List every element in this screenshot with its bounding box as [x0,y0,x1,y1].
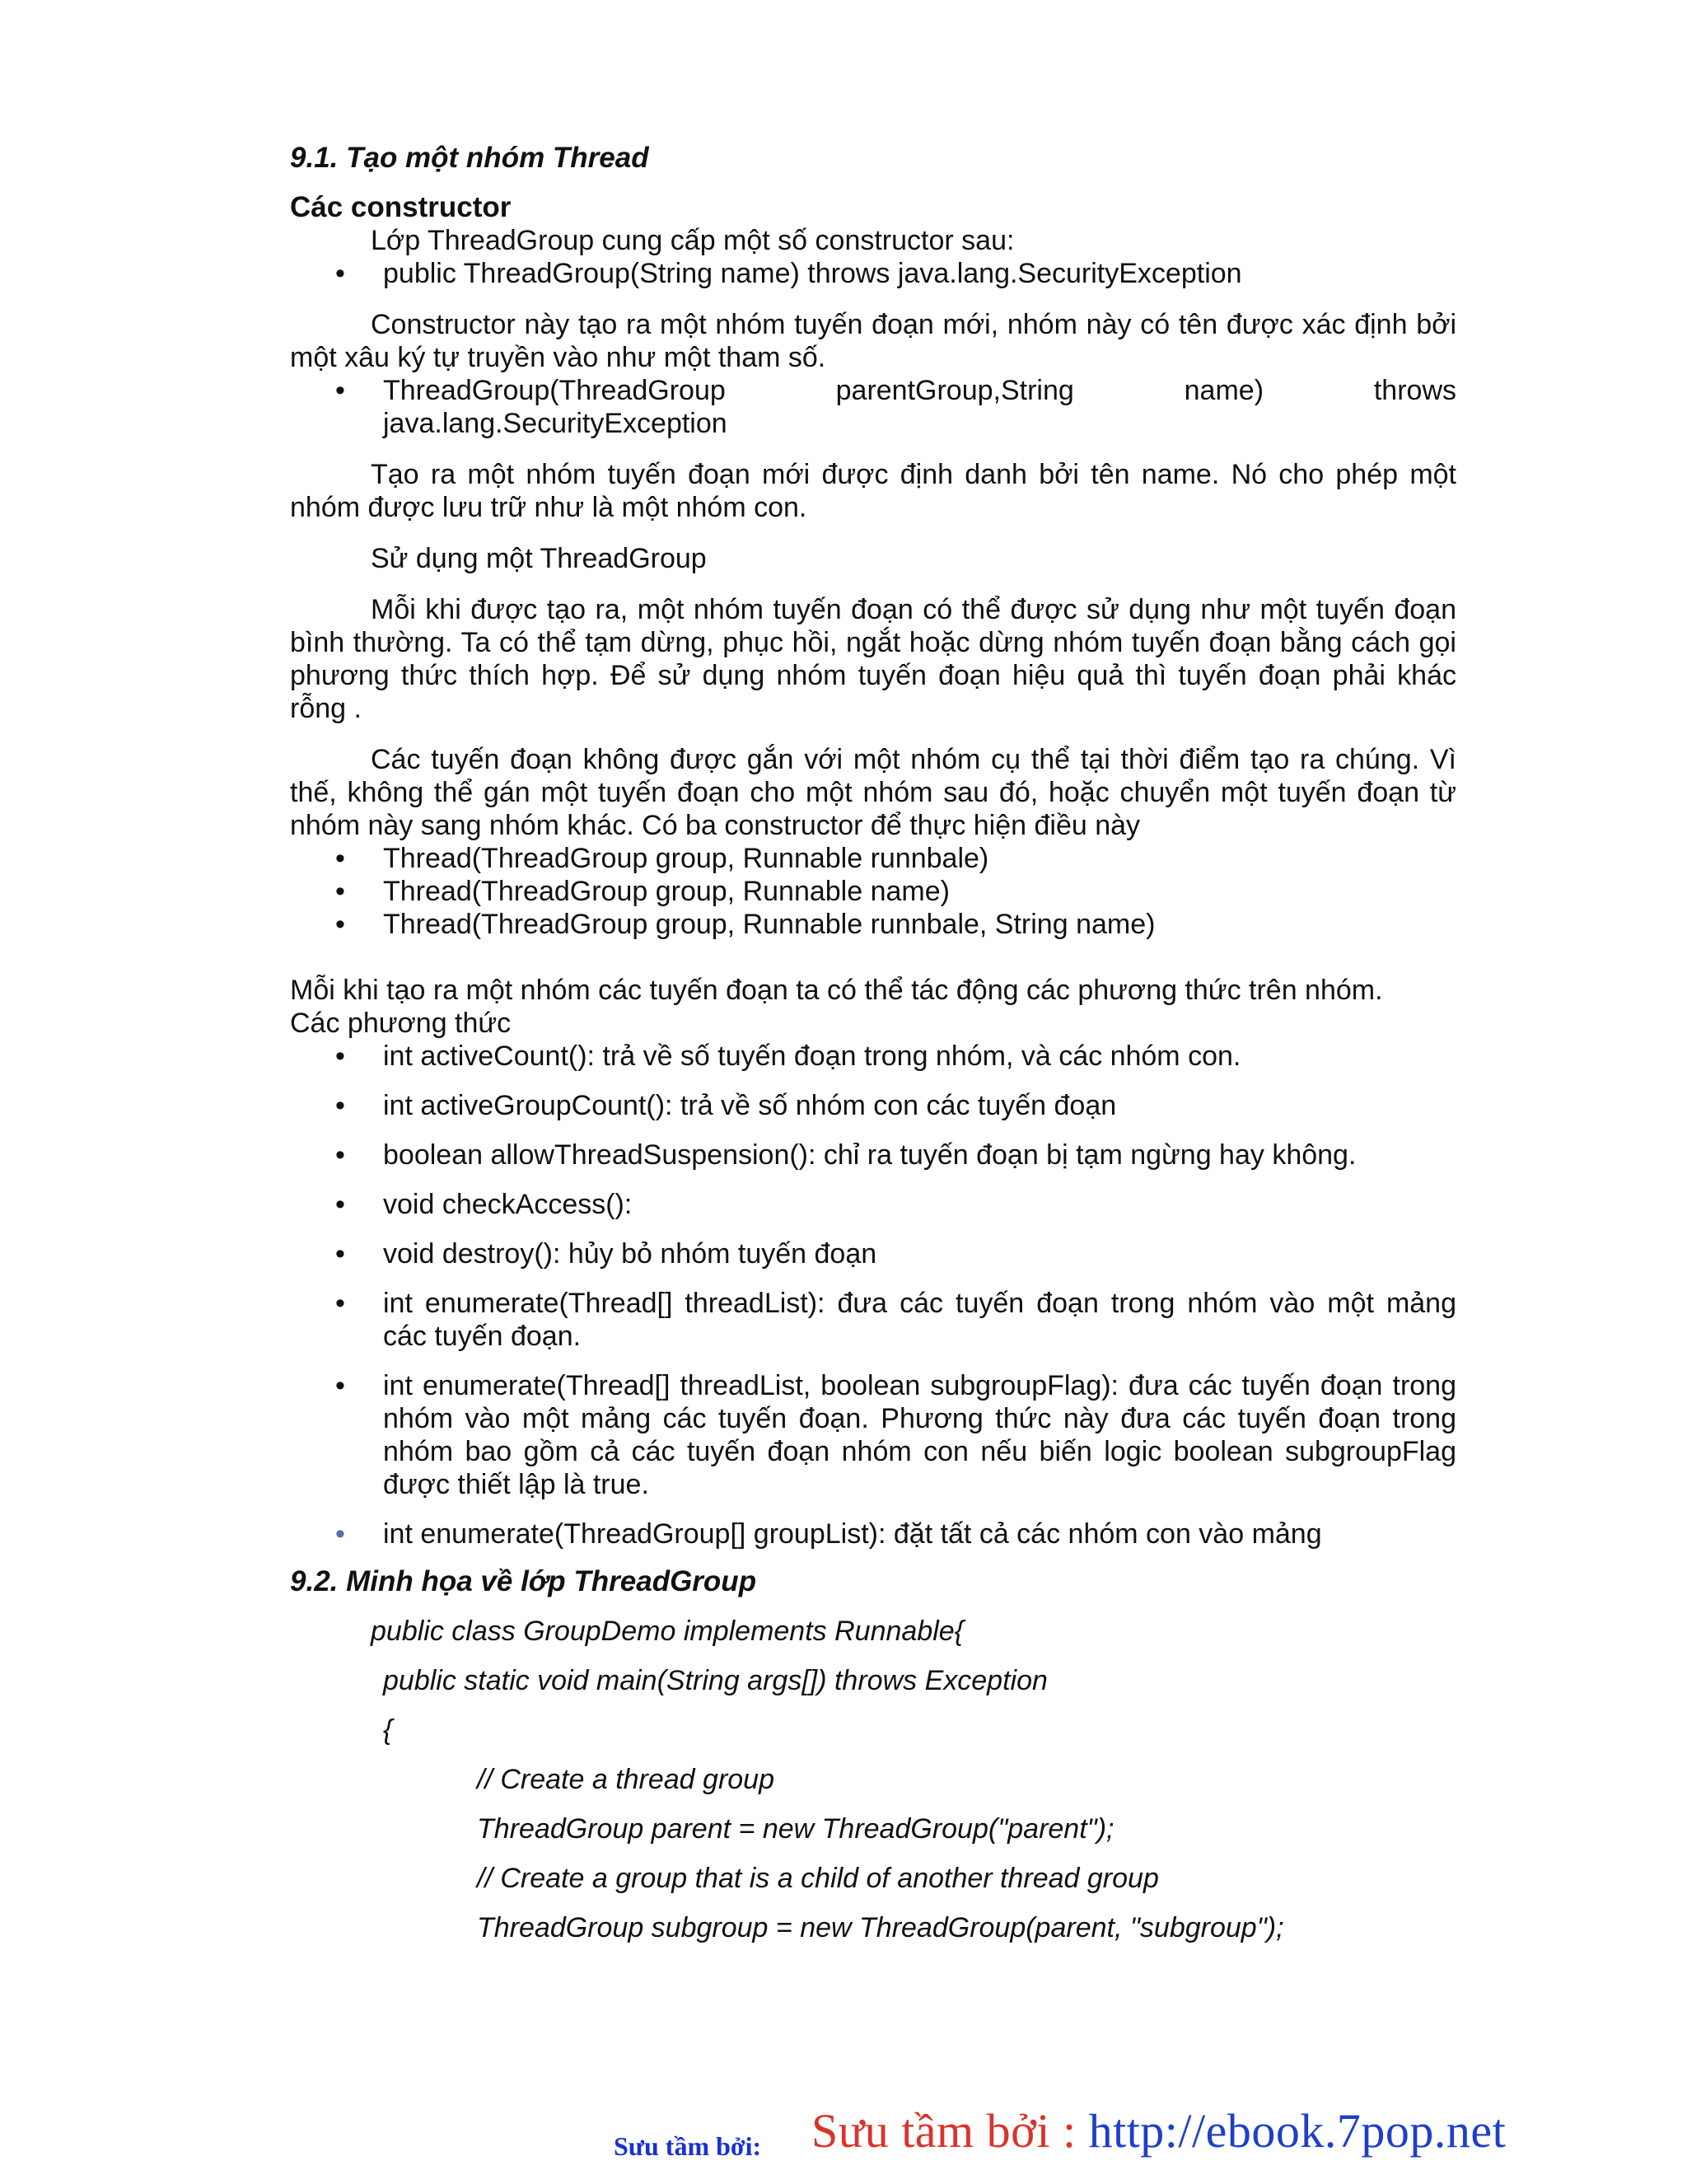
methods-list [290,1040,1456,1550]
footer-brand-prefix: Sưu tầm bởi : [811,2104,1089,2158]
code-line: { [383,1714,393,1746]
code-line: // Create a group that is a child of another thread group [477,1863,1159,1894]
code-block [290,1615,1456,1944]
section-heading-9-1: 9.1. Tạo một nhóm Thread [290,142,649,174]
ctor2-line2: java.lang.SecurityException [383,408,727,439]
methods-intro: Mỗi khi tạo ra một nhóm các tuyến đoạn ta có thể tác động các phương thức trên nhóm. [290,975,1383,1006]
ctor2-part: • ThreadGroup(ThreadGroup [383,375,726,406]
ctor2-part: name) [1184,375,1264,406]
list-item: • int enumerate(Thread[] threadList): đưa các tuyến đoạn trong nhóm vào một mảng các tuyến đoạn. [290,1287,1456,1353]
list-item: • Thread(ThreadGroup group, Runnable name) [290,875,1456,908]
footer-label: Sưu tầm bởi: [614,2131,762,2161]
thread-ctor-list [290,842,1456,941]
list-item: • int enumerate(Thread[] threadList, boolean subgroupFlag): đưa các tuyến đoạn trong nhóm vào một mảng các tuyến đoạn. Phương thức này đưa các tuyến đoạn trong nhóm bao gồm cả các tuyến đoạn nhóm con nếu biến logic boolean subgroupFlag được thiết lập là true. [290,1369,1456,1501]
ctor2-item [290,374,1456,440]
section-heading-9-2: 9.2. Minh họa về lớp ThreadGroup [290,1565,757,1597]
list-item: • int activeCount(): trả về số tuyến đoạn trong nhóm, và các nhóm con. [290,1040,1456,1073]
ctor1-description: Constructor này tạo ra một nhóm tuyến đoạn mới, nhóm này có tên được xác định bởi một xâu ký tự truyền vào như một tham số. [290,309,1456,373]
constructors-intro: Lớp ThreadGroup cung cấp một số constructor sau: [371,225,1015,256]
constructors-heading: Các constructor [290,191,512,223]
use-paragraph-2: Các tuyến đoạn không được gắn với một nhóm cụ thể tại thời điểm tạo ra chúng. Vì thế, không thể gán một tuyến đoạn cho một nhóm sau đó, hoặc chuyển một tuyến đoạn từ nhóm này sang nhóm khác. Có ba constructor để thực hiện điều này [290,744,1456,841]
list-item: • void destroy(): hủy bỏ nhóm tuyến đoạn [290,1237,1456,1270]
document-page [290,142,1456,1944]
list-item: • Thread(ThreadGroup group, Runnable runnbale) [290,842,1456,875]
ctor2-line1 [383,374,1456,407]
ctor1-list [290,257,1456,290]
list-item: • Thread(ThreadGroup group, Runnable runnbale, String name) [290,908,1456,941]
code-line: public static void main(String args[]) throws Exception [383,1665,1048,1696]
footer-brand [811,2105,1506,2158]
code-line: public class GroupDemo implements Runnable{ [371,1616,965,1647]
ctor2-list [290,374,1456,440]
code-line: ThreadGroup subgroup = new ThreadGroup(parent, "subgroup"); [477,1912,1284,1943]
list-item: • void checkAccess(): [290,1188,1456,1221]
use-paragraph-1: Mỗi khi được tạo ra, một nhóm tuyến đoạn có thể được sử dụng như một tuyến đoạn bình thường. Ta có thể tạm dừng, phục hồi, ngắt hoặc dừng nhóm tuyến đoạn bằng cách gọi phương thức thích hợp. Để sử dụng nhóm tuyến đoạn hiệu quả thì tuyến đoạn phải khác rỗng . [290,594,1456,724]
ctor1-item: • public ThreadGroup(String name) throws java.lang.SecurityException [290,257,1456,290]
list-item: • int activeGroupCount(): trả về số nhóm con các tuyến đoạn [290,1089,1456,1122]
ctor2-part: throws [1373,375,1456,406]
list-item: • int enumerate(ThreadGroup[] groupList): đặt tất cả các nhóm con vào mảng [290,1518,1456,1550]
list-item: • boolean allowThreadSuspension(): chỉ ra tuyến đoạn bị tạm ngừng hay không. [290,1139,1456,1172]
footer-brand-url[interactable]: http://ebook.7pop.net [1088,2104,1507,2158]
code-line: // Create a thread group [477,1764,775,1795]
methods-heading: Các phương thức [290,1008,512,1039]
ctor2-part: parentGroup,String [835,375,1074,406]
use-threadgroup-heading: Sử dụng một ThreadGroup [371,543,707,574]
ctor2-description: Tạo ra một nhóm tuyến đoạn mới được định danh bởi tên name. Nó cho phép một nhóm được lưu trữ như là một nhóm con. [290,459,1456,523]
code-line: ThreadGroup parent = new ThreadGroup("parent"); [477,1813,1115,1845]
